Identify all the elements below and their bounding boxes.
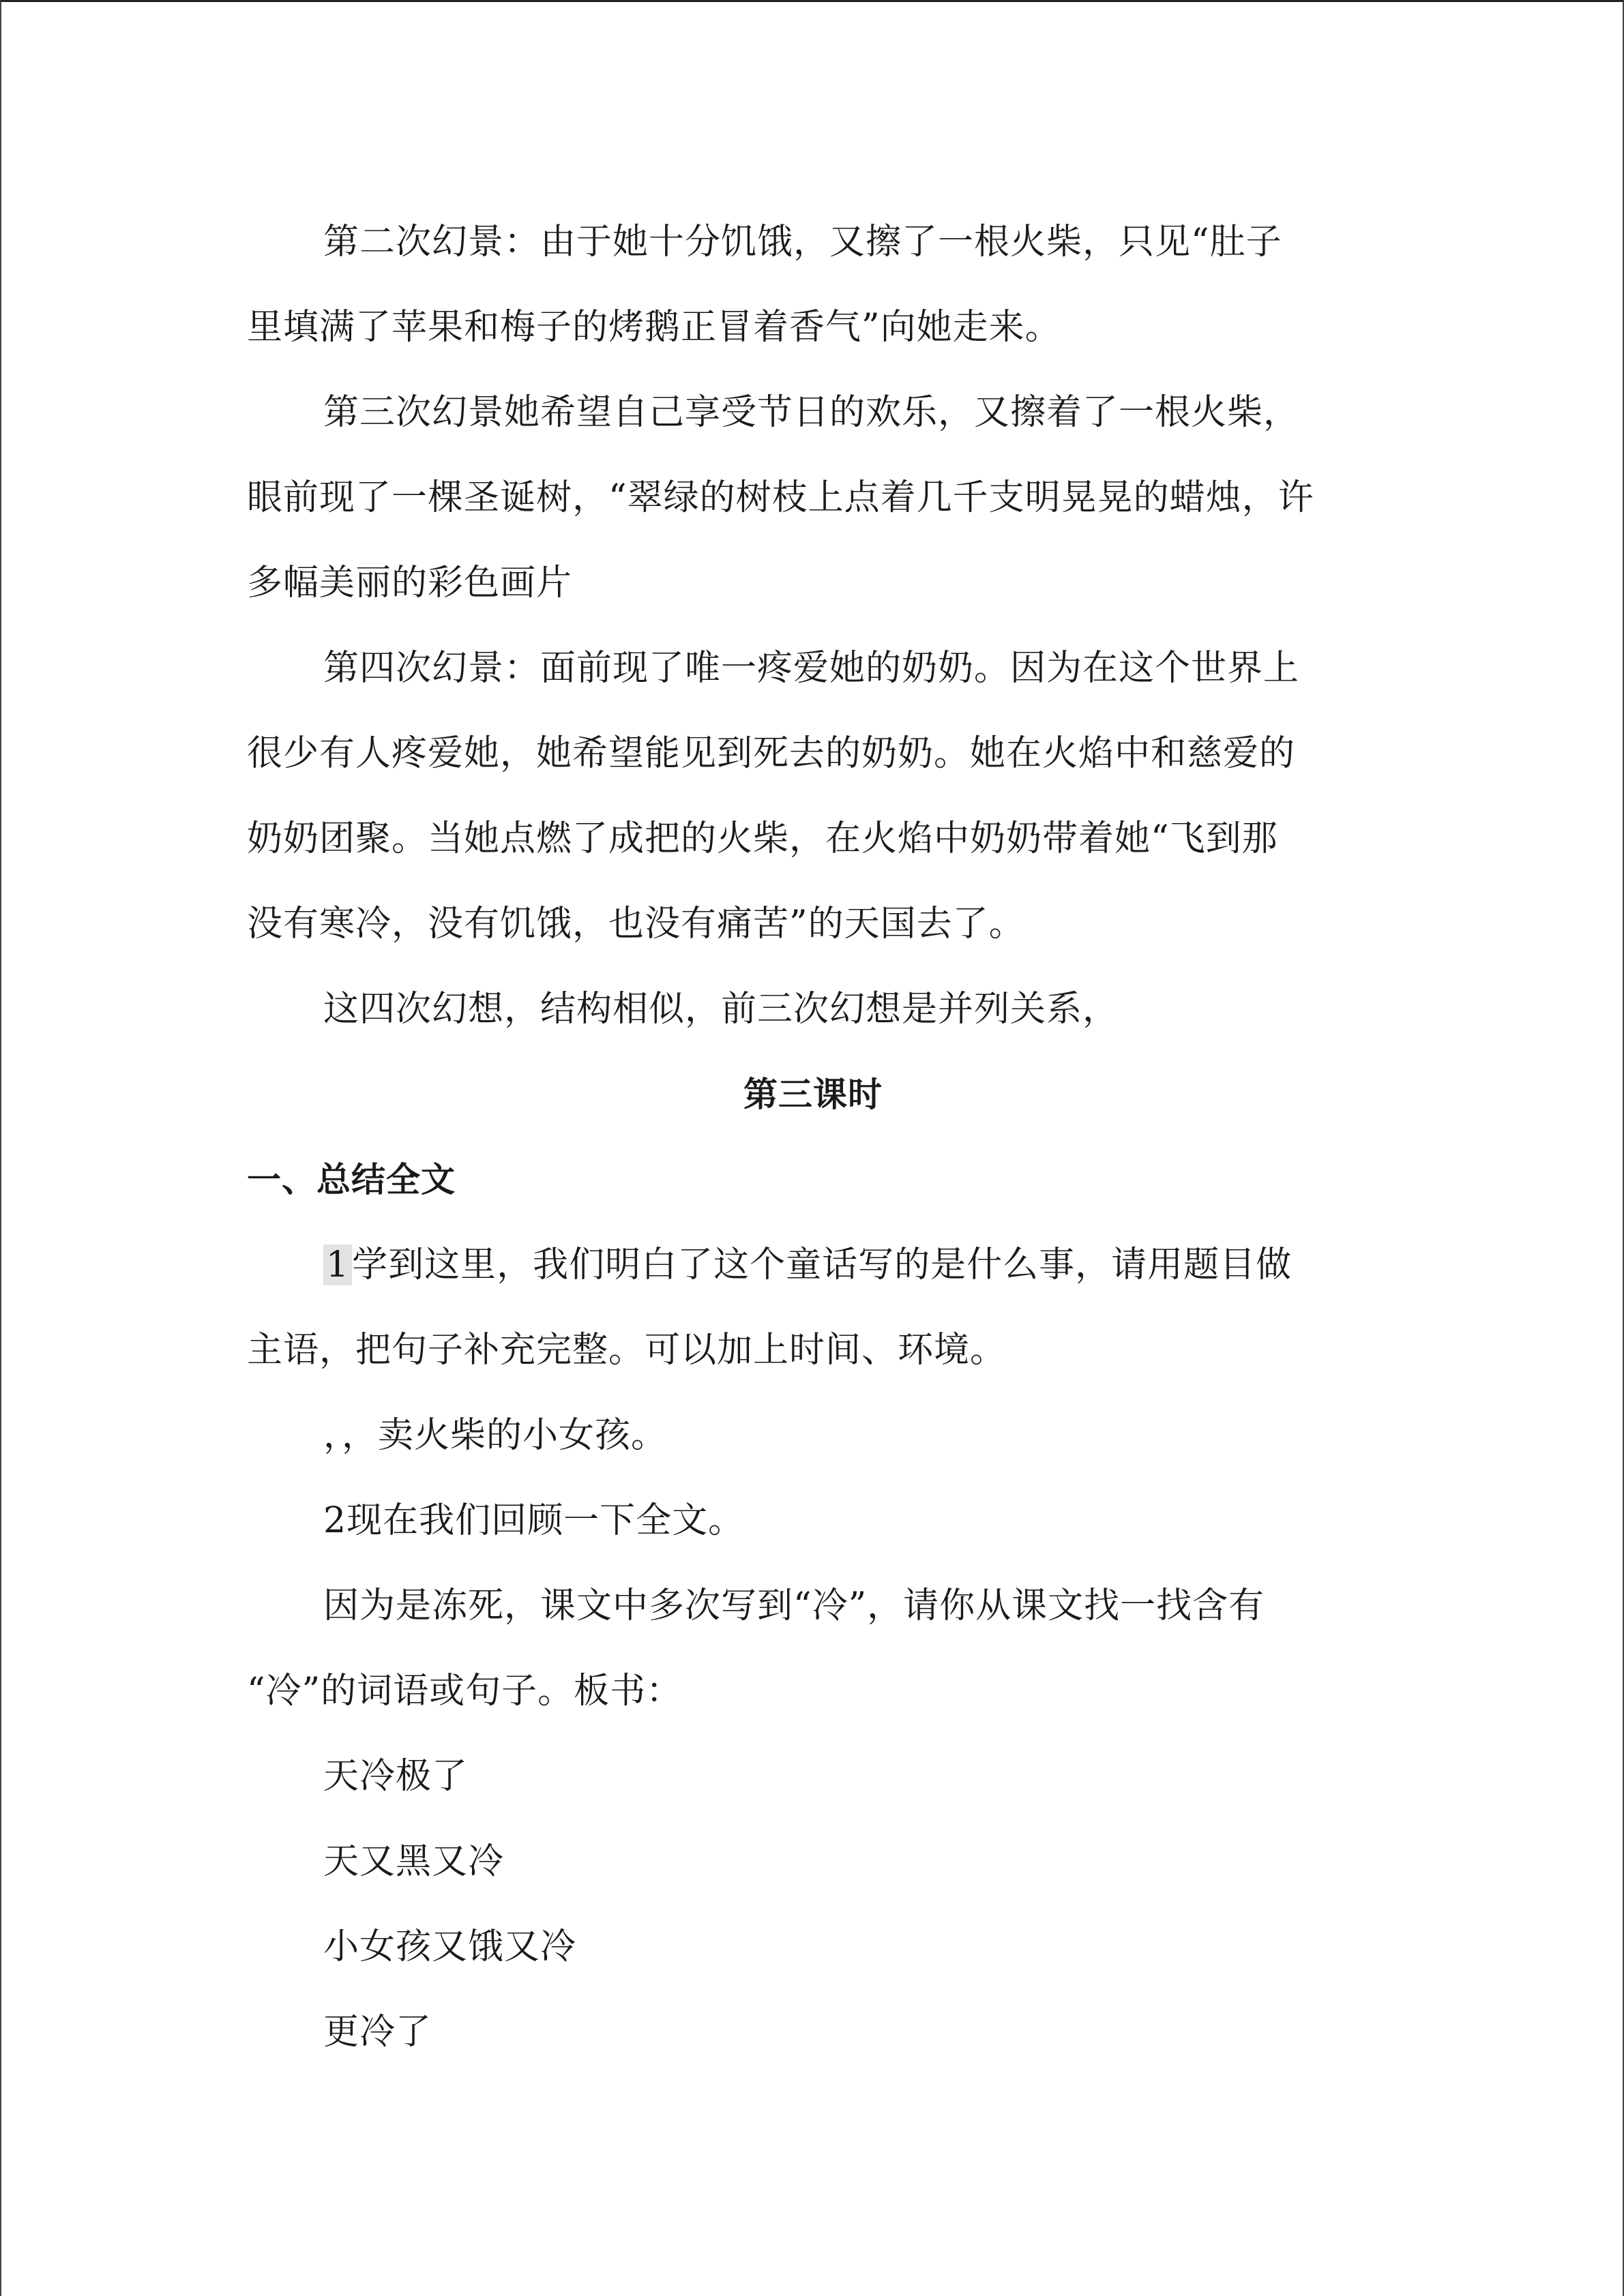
paragraph-line: 这四次幻想，结构相似，前三次幻想是并列关系， bbox=[323, 989, 1119, 1030]
paragraph-line: 第三次幻景她希望自己享受节日的欢乐，又擦着了一根火柴， bbox=[323, 392, 1300, 433]
paragraph-line: 第四次幻景：面前现了唯一疼爱她的奶奶。因为在这个世界上 bbox=[323, 648, 1300, 689]
paragraph-line: 2现在我们回顾一下全文。 bbox=[323, 1500, 745, 1541]
list-item: 天冷极了 bbox=[323, 1756, 469, 1797]
paragraph-line: 里填满了苹果和梅子的烤鹅正冒着香气”向她走来。 bbox=[247, 307, 1061, 348]
paragraph-line: ，，卖火柴的小女孩。 bbox=[323, 1415, 668, 1456]
paragraph-line: 奶奶团聚。当她点燃了成把的火柴，在火焰中奶奶带着她“飞到那 bbox=[247, 818, 1278, 859]
paragraph-line: 因为是冻死，课文中多次写到“冷”，请你从课文找一找含有 bbox=[323, 1585, 1265, 1626]
numbered-item bbox=[247, 1223, 1379, 1308]
paragraph-line: 多幅美丽的彩色画片 bbox=[247, 563, 573, 603]
paragraph-line: “冷”的词语或句子。板书： bbox=[247, 1671, 683, 1712]
document-body bbox=[247, 200, 1379, 2075]
paragraph-line: 第二次幻景：由于她十分饥饿，又擦了一根火柴，只见“肚子 bbox=[323, 222, 1282, 263]
item-text: 学到这里，我们明白了这个童话写的是什么事，请用题目做 bbox=[352, 1244, 1293, 1285]
paragraph-line: 主语，把句子补充完整。可以加上时间、环境。 bbox=[247, 1330, 1007, 1371]
item-number: 1 bbox=[323, 1244, 352, 1285]
paragraph-line: 眼前现了一棵圣诞树，“翠绿的树枝上点着几千支明晃晃的蜡烛，许 bbox=[247, 477, 1314, 518]
paragraph-line: 很少有人疼爱她，她希望能见到死去的奶奶。她在火焰中和慈爱的 bbox=[247, 733, 1296, 774]
subsection-title: 一、总结全文 bbox=[247, 1160, 456, 1199]
list-item: 小女孩又饿又冷 bbox=[323, 1926, 577, 1967]
section-title: 第三课时 bbox=[743, 1075, 883, 1114]
list-item: 更冷了 bbox=[323, 2012, 432, 2053]
list-item: 天又黑又冷 bbox=[323, 1841, 505, 1882]
paragraph-line: 没有寒冷，没有饥饿，也没有痛苦”的天国去了。 bbox=[247, 904, 1025, 944]
